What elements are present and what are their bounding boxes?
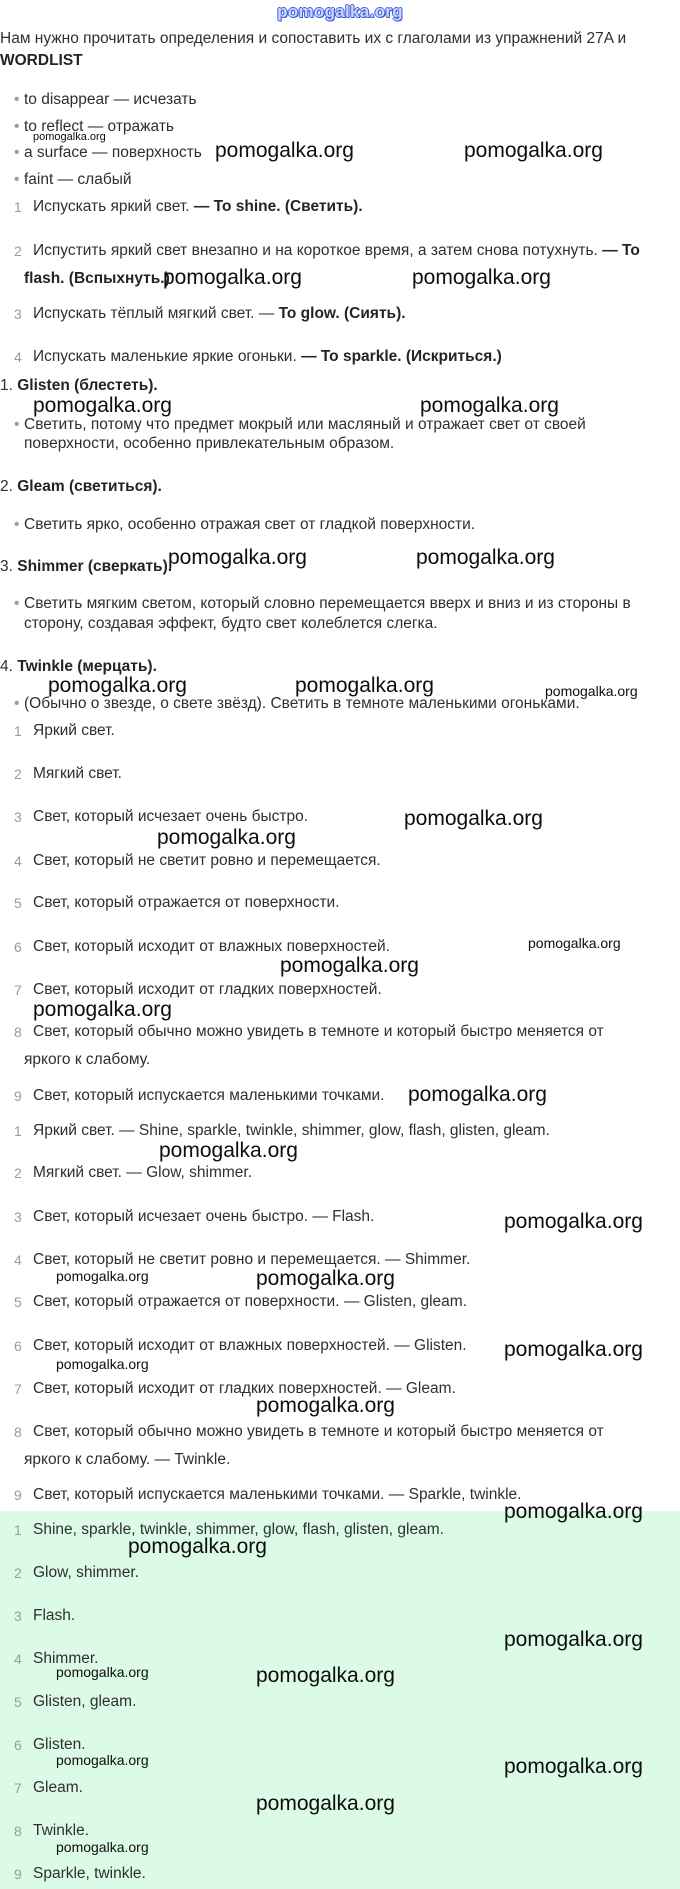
item-number: 1: [14, 1522, 22, 1538]
definition-text: Испускать яркий свет.: [33, 198, 190, 216]
definition-text: Испускать тёплый мягкий свет. —: [33, 304, 275, 322]
watermark-text: pomogalka.org: [256, 1664, 395, 1687]
light-type-item: [14, 1082, 670, 1110]
watermark-text: pomogalka.org: [504, 1755, 643, 1778]
verb-number: 1.: [0, 376, 13, 394]
match-text: Свет, который отражается от поверхности. — Glisten, gleam.: [33, 1293, 468, 1310]
light-type-text: Свет, который обычно можно увидеть в темноте и который быстро меняется от яркого к слабому.: [24, 1023, 604, 1068]
match-text: Свет, который исходит от гладких поверхностей. — Gleam.: [33, 1380, 456, 1397]
intro-paragraph: [0, 28, 680, 72]
wordlist-item: • to disappear — исчезать: [24, 87, 670, 113]
item-number: 1: [14, 1123, 22, 1139]
watermark-text: pomogalka.org: [33, 394, 172, 417]
light-type-text: Свет, который не светит ровно и перемещается.: [33, 851, 381, 869]
item-number: 2: [14, 1165, 22, 1181]
watermark-text: pomogalka.org: [157, 826, 296, 849]
item-number: 1: [14, 199, 22, 216]
item-number: 3: [14, 809, 22, 826]
definition-text: Испустить яркий свет внезапно и на короткое время, а затем снова потухнуть.: [33, 241, 598, 259]
item-number: 1: [14, 722, 22, 739]
watermark-text: pomogalka.org: [33, 131, 106, 143]
match-item: [14, 1117, 670, 1145]
light-type-text: Свет, который исчезает очень быстро.: [33, 808, 309, 826]
wordlist-item: • to reflect — отражать: [24, 114, 670, 140]
watermark-text: pomogalka.org: [420, 394, 559, 417]
item-number: 4: [14, 1252, 22, 1268]
definition-item: [14, 300, 670, 328]
item-number: 9: [14, 1865, 22, 1882]
item-number: 6: [14, 1337, 22, 1354]
watermark-text: pomogalka.org: [504, 1338, 643, 1361]
verb-definition: • Светить мягким светом, который словно перемещается вверх и вниз и из стороны в сторону, создавая эффект, будто свет колеблется слегка.: [24, 594, 670, 633]
definition-item: [14, 343, 670, 371]
answer-text: Twinkle.: [33, 1822, 89, 1840]
match-text: Свет, который обычно можно увидеть в темноте и который быстро меняется от яркого к слабому. — Twinkle.: [24, 1423, 604, 1468]
item-number: 2: [14, 766, 22, 782]
definition-answer: — To sparkle. (Искриться.): [301, 347, 502, 365]
item-number: 3: [14, 1208, 22, 1225]
item-number: 4: [14, 852, 22, 869]
site-logo[interactable]: pomogalka.org: [277, 2, 403, 21]
intro-text: Нам нужно прочитать определения и сопоставить их с глаголами из упражнений 27A и: [0, 30, 627, 47]
answer-item: [14, 1860, 670, 1888]
item-number: 5: [14, 1694, 22, 1711]
light-type-item: [14, 803, 670, 831]
verb-term: Glisten (блестеть).: [17, 376, 158, 394]
answer-text: Glow, shimmer.: [33, 1564, 139, 1581]
item-number: 9: [14, 1487, 22, 1503]
item-number: 4: [14, 1651, 22, 1667]
item-number: 7: [14, 1780, 22, 1796]
watermark-text: pomogalka.org: [56, 1839, 149, 1855]
item-number: 3: [14, 1607, 22, 1624]
answer-text: Shimmer.: [33, 1650, 99, 1667]
watermark-text: pomogalka.org: [280, 954, 419, 977]
light-type-text: Яркий свет.: [33, 721, 115, 739]
match-item: [14, 1159, 670, 1187]
watermark-text: pomogalka.org: [168, 546, 307, 569]
light-type-item: [14, 847, 670, 875]
item-number: 6: [14, 938, 22, 955]
verb-heading: [0, 476, 162, 498]
light-type-text: Свет, который испускается маленькими точками.: [33, 1087, 385, 1104]
item-number: 3: [14, 305, 22, 322]
watermark-text: pomogalka.org: [48, 674, 187, 697]
light-type-item: [14, 760, 670, 788]
wordlist-item: • faint — слабый: [24, 167, 670, 193]
verb-term: Twinkle (мерцать).: [17, 657, 157, 675]
answer-item: [14, 1559, 670, 1587]
verb-heading: [0, 556, 172, 578]
verb-term: Shimmer (сверкать).: [17, 557, 173, 575]
match-text: Свет, который исчезает очень быстро. — Flash.: [33, 1207, 375, 1225]
item-number: 4: [14, 348, 22, 365]
definition-answer: — To shine. (Светить).: [193, 198, 363, 216]
answer-item: [14, 1688, 670, 1716]
watermark-text: pomogalka.org: [163, 266, 302, 289]
light-type-item: [14, 889, 670, 917]
watermark-text: pomogalka.org: [56, 1268, 149, 1284]
light-type-text: Свет, который исходит от гладких поверхностей.: [33, 980, 382, 998]
watermark-text: pomogalka.org: [56, 1752, 149, 1768]
item-number: 7: [14, 981, 22, 998]
watermark-text: pomogalka.org: [464, 139, 603, 162]
verb-number: 4.: [0, 657, 13, 675]
watermark-text: pomogalka.org: [504, 1500, 643, 1523]
light-type-text: Свет, который отражается от поверхности.: [33, 894, 340, 911]
watermark-text: pomogalka.org: [408, 1083, 547, 1106]
intro-wordlist-label: WORDLIST: [0, 52, 83, 69]
match-text: Свет, который исходит от влажных поверхностей. — Glisten.: [33, 1336, 467, 1354]
light-type-item: [14, 1018, 624, 1074]
answer-text: Glisten, gleam.: [33, 1693, 137, 1711]
item-number: 2: [14, 242, 22, 259]
watermark-text: pomogalka.org: [256, 1394, 395, 1417]
watermark-text: pomogalka.org: [215, 139, 354, 162]
match-text: Мягкий свет. — Glow, shimmer.: [33, 1164, 253, 1181]
item-number: 2: [14, 1565, 22, 1581]
watermark-text: pomogalka.org: [33, 998, 172, 1021]
item-number: 7: [14, 1381, 22, 1397]
verb-number: 2.: [0, 478, 13, 496]
watermark-text: pomogalka.org: [545, 683, 638, 699]
match-text: Яркий свет. — Shine, sparkle, twinkle, shimmer, glow, flash, glisten, gleam.: [33, 1122, 550, 1139]
match-text: Свет, который не светит ровно и перемещается. — Shimmer.: [33, 1251, 471, 1268]
answer-text: Flash.: [33, 1606, 76, 1624]
watermark-text: pomogalka.org: [159, 1139, 298, 1162]
watermark-text: pomogalka.org: [256, 1792, 395, 1815]
item-number: 8: [14, 1024, 22, 1040]
watermark-text: pomogalka.org: [56, 1664, 149, 1680]
match-text: Свет, который испускается маленькими точками. — Sparkle, twinkle.: [33, 1486, 522, 1503]
answer-item: [14, 1602, 670, 1630]
watermark-text: pomogalka.org: [128, 1535, 267, 1558]
definition-item: [14, 193, 670, 221]
watermark-text: pomogalka.org: [412, 266, 551, 289]
watermark-text: pomogalka.org: [504, 1210, 643, 1233]
watermark-text: pomogalka.org: [404, 807, 543, 830]
definition-item: [14, 237, 670, 293]
match-item: [14, 1288, 670, 1316]
verb-definition: • (Обычно о звезде, о свете звёзд). Светить в темноте маленькими огоньками.: [24, 694, 670, 714]
item-number: 6: [14, 1736, 22, 1753]
item-number: 5: [14, 895, 22, 911]
answer-text: Gleam.: [33, 1779, 83, 1796]
watermark-text: pomogalka.org: [295, 674, 434, 697]
definition-answer: To glow. (Сиять).: [278, 304, 406, 322]
wordlist-item: • a surface — поверхность: [24, 140, 670, 166]
verb-definition: • Светить, потому что предмет мокрый или масляный и отражает свет от своей поверхности, особенно привлекательным образом.: [24, 415, 640, 454]
answer-text: Glisten.: [33, 1735, 86, 1753]
watermark-text: pomogalka.org: [416, 546, 555, 569]
item-number: 8: [14, 1823, 22, 1840]
definition-text: Испускать маленькие яркие огоньки.: [33, 347, 297, 365]
answer-text: Sparkle, twinkle.: [33, 1864, 146, 1882]
answer-text: Shine, sparkle, twinkle, shimmer, glow, flash, glisten, gleam.: [33, 1521, 444, 1538]
item-number: 9: [14, 1088, 22, 1104]
verb-term: Gleam (светиться).: [17, 478, 162, 496]
light-type-text: Свет, который исходит от влажных поверхностей.: [33, 937, 390, 955]
item-number: 8: [14, 1424, 22, 1440]
definition-answer: — To flash. (Вспыхнуть.): [24, 241, 640, 287]
watermark-text: pomogalka.org: [528, 935, 621, 951]
match-item: [14, 1418, 624, 1474]
item-number: 5: [14, 1294, 22, 1310]
light-type-item: [14, 717, 670, 745]
watermark-text: pomogalka.org: [56, 1356, 149, 1372]
watermark-text: pomogalka.org: [256, 1267, 395, 1290]
light-type-text: Мягкий свет.: [33, 765, 122, 782]
verb-number: 3.: [0, 557, 13, 575]
watermark-text: pomogalka.org: [504, 1628, 643, 1651]
verb-definition: • Светить ярко, особенно отражая свет от гладкой поверхности.: [24, 515, 640, 535]
